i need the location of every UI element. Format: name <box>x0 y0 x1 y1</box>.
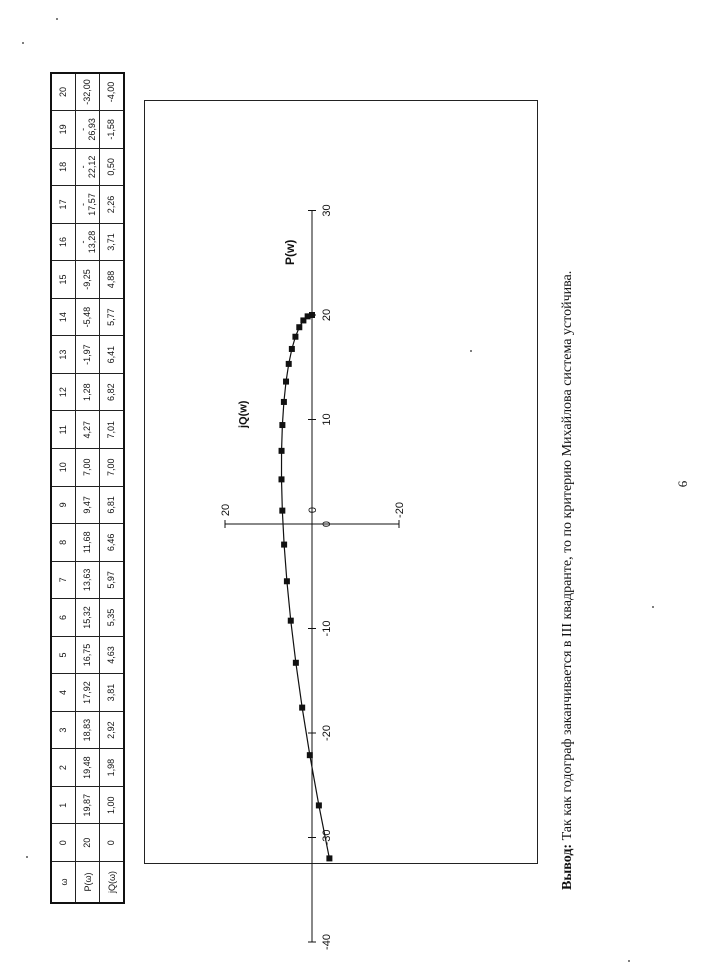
table-cell: -9,25 <box>76 261 100 299</box>
table-row <box>100 73 125 903</box>
table-cell: 9,47 <box>76 486 100 524</box>
data-table <box>50 72 125 904</box>
table-cell: -1,97 <box>76 336 100 374</box>
table-cell: 4 <box>51 674 76 712</box>
row-header: jQ(ω) <box>100 862 125 904</box>
table-cell: -32,00 <box>76 73 100 111</box>
p-axis-tick-label: -20 <box>321 725 333 741</box>
table-cell: 12 <box>51 373 76 411</box>
data-point <box>296 324 302 330</box>
table-cell: -4,00 <box>100 73 125 111</box>
table-cell: 6,81 <box>100 486 125 524</box>
row-header: P(ω) <box>76 862 100 904</box>
table-cell: 11,68 <box>76 524 100 562</box>
table-cell: 5,35 <box>100 599 125 637</box>
data-point <box>279 448 285 454</box>
table-cell: 6 <box>51 599 76 637</box>
data-point <box>288 618 294 624</box>
table-cell: 9 <box>51 486 76 524</box>
table-cell: 8 <box>51 524 76 562</box>
table-cell: 7 <box>51 561 76 599</box>
p-axis-label: P(w) <box>283 239 297 265</box>
data-point <box>292 334 298 340</box>
table-cell: -5,48 <box>76 298 100 336</box>
p-axis-tick-label: -10 <box>321 620 333 637</box>
table-cell: 3,71 <box>100 223 125 261</box>
table-cell: 7,00 <box>100 448 125 486</box>
q-axis-tick-label: 20 <box>220 503 232 517</box>
table-cell: 10 <box>51 448 76 486</box>
table-cell: 5,77 <box>100 298 125 336</box>
table-cell: 2,92 <box>100 711 125 749</box>
table-cell: 20 <box>51 73 76 111</box>
q-axis-tick-label: -20 <box>394 502 406 518</box>
table-cell: 5,97 <box>100 561 125 599</box>
p-axis-tick-label: -40 <box>321 934 333 950</box>
data-point <box>281 399 287 405</box>
hodograph-line <box>282 315 330 858</box>
table-cell: 2,26 <box>100 186 125 224</box>
table-cell: 4,27 <box>76 411 100 449</box>
data-table-container <box>50 72 120 904</box>
table-cell: 7,00 <box>76 448 100 486</box>
table-cell: - 22,12 <box>76 148 100 186</box>
data-point <box>279 476 285 482</box>
table-cell: 3,81 <box>100 674 125 712</box>
table-cell: 16,75 <box>76 636 100 674</box>
data-point <box>283 379 289 385</box>
hodograph-chart <box>145 101 537 950</box>
page-number-container <box>673 474 693 494</box>
data-point <box>279 422 285 428</box>
table-cell: 19,87 <box>76 786 100 824</box>
table-cell: 13,63 <box>76 561 100 599</box>
row-header: ω <box>51 862 76 904</box>
table-row <box>51 73 76 903</box>
chart-frame <box>144 100 538 950</box>
table-cell: 18 <box>51 148 76 186</box>
table-cell: - 13,28 <box>76 223 100 261</box>
data-point <box>286 361 292 367</box>
table-cell: 20 <box>76 824 100 862</box>
table-cell: 0,50 <box>100 148 125 186</box>
table-cell: -1,58 <box>100 111 125 149</box>
p-axis-tick-label: -30 <box>321 829 333 846</box>
table-cell: 11 <box>51 411 76 449</box>
q-axis-label: jQ(w) <box>237 400 250 429</box>
table-cell: 16 <box>51 223 76 261</box>
table-cell: 19,48 <box>76 749 100 787</box>
table-cell: 18,83 <box>76 711 100 749</box>
conclusion-text: Так как годограф заканчивается в III квадранте, то по критерию Михайлова система устойчива. <box>560 270 575 844</box>
table-cell: 6,46 <box>100 524 125 562</box>
p-axis-tick-label: 10 <box>321 413 333 426</box>
conclusion-container <box>556 270 580 890</box>
table-cell: 1,00 <box>100 786 125 824</box>
table-cell: 0 <box>51 824 76 862</box>
table-cell: 15,32 <box>76 599 100 637</box>
table-cell: 17,92 <box>76 674 100 712</box>
data-point <box>281 542 287 548</box>
data-point <box>316 802 322 808</box>
data-point <box>289 346 295 352</box>
data-point <box>300 317 306 323</box>
table-cell: 3 <box>51 711 76 749</box>
conclusion <box>556 270 580 890</box>
table-cell: 1,28 <box>76 373 100 411</box>
table-cell: 0 <box>100 824 125 862</box>
table-cell: - 26,93 <box>76 111 100 149</box>
table-cell: 4,63 <box>100 636 125 674</box>
table-cell: 6,41 <box>100 336 125 374</box>
p-axis-tick-label: 30 <box>321 204 333 217</box>
table-cell: 15 <box>51 261 76 299</box>
table-row <box>76 73 100 903</box>
data-point <box>307 752 313 758</box>
table-cell: 19 <box>51 111 76 149</box>
table-cell: 17 <box>51 186 76 224</box>
table-cell: 6,82 <box>100 373 125 411</box>
table-cell: 1 <box>51 786 76 824</box>
table-cell: 2 <box>51 749 76 787</box>
table-cell: 7,01 <box>100 411 125 449</box>
conclusion-label: Вывод: <box>560 843 575 890</box>
table-cell: 5 <box>51 636 76 674</box>
data-point <box>293 660 299 666</box>
data-point <box>299 705 305 711</box>
table-cell: - 17,57 <box>76 186 100 224</box>
p-axis-tick-label: 20 <box>321 308 333 322</box>
data-point <box>284 578 290 584</box>
table-cell: 14 <box>51 298 76 336</box>
p-axis-tick-label: 0 <box>321 520 333 528</box>
q-axis-tick-label: 0 <box>307 506 319 514</box>
table-cell: 1,98 <box>100 749 125 787</box>
data-point <box>326 855 332 861</box>
data-point <box>279 508 285 514</box>
table-cell: 13 <box>51 336 76 374</box>
table-cell: 4,88 <box>100 261 125 299</box>
page-number: 6 <box>675 480 690 488</box>
